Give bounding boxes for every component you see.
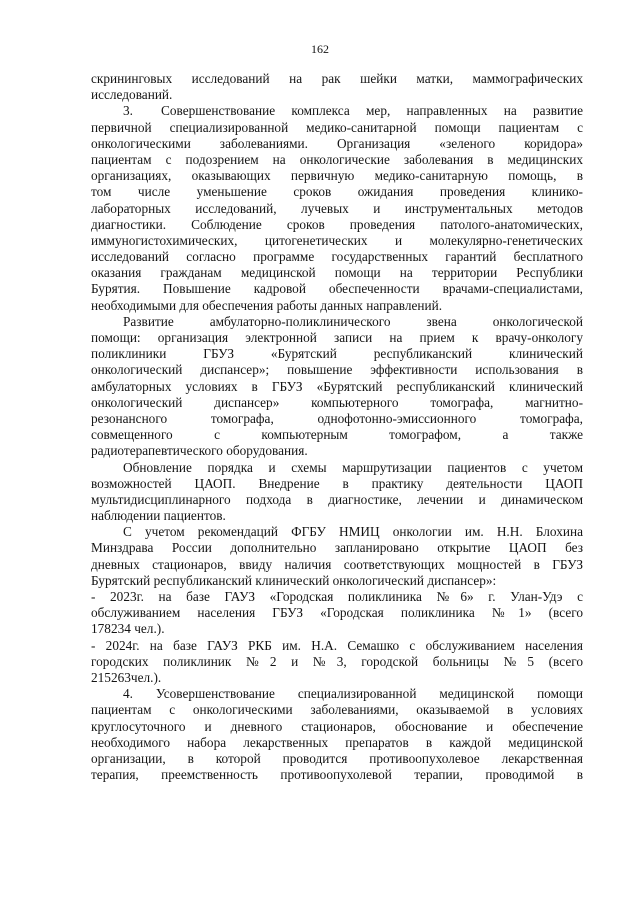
- text-line: [91, 460, 583, 476]
- line-text: том числе уменьшение сроков ожидания проведения клинико-: [91, 184, 583, 200]
- text-line: [91, 719, 583, 735]
- text-line: [91, 201, 583, 217]
- text-line: [91, 557, 583, 573]
- text-line: [91, 298, 583, 314]
- line-text: необходимыми для обеспечения работы данных направлений.: [91, 297, 443, 313]
- line-text: терапия, преемственность противоопухолевой терапии, проводимой в: [91, 767, 583, 783]
- line-text: оказания гражданам медицинской помощи на территории Республики: [91, 265, 583, 281]
- text-line: [91, 152, 583, 168]
- text-line: [91, 87, 583, 103]
- page-number: 162: [311, 42, 329, 56]
- text-line: [91, 136, 583, 152]
- text-line: [91, 103, 583, 119]
- text-line: [91, 621, 583, 637]
- line-text: организации, в которой проводится противоопухолевое лекарственная: [91, 750, 583, 766]
- text-line: [91, 249, 583, 265]
- text-line: [91, 346, 583, 362]
- text-line: [91, 362, 583, 378]
- text-line: [91, 411, 583, 427]
- line-text: Бурятский республиканский клинический онкологический диспансер»:: [91, 572, 497, 588]
- text-line: [91, 427, 583, 443]
- line-text: 215263чел.).: [91, 669, 162, 685]
- line-text: - 2023г. на базе ГАУЗ «Городская поликлиника №6» г. Улан-Удэ с: [91, 589, 583, 604]
- line-text: наблюдении пациентов.: [91, 508, 226, 524]
- text-line: [91, 524, 583, 540]
- text-line: [91, 735, 583, 751]
- text-line: [91, 71, 583, 87]
- text-line: [91, 330, 583, 346]
- line-text: радиотерапевтического оборудования.: [91, 443, 308, 459]
- text-line: [91, 314, 583, 330]
- text-line: [91, 120, 583, 136]
- text-line: [91, 233, 583, 249]
- text-line: [91, 605, 583, 621]
- text-line: [91, 395, 583, 411]
- text-line: [91, 702, 583, 718]
- text-line: [91, 751, 583, 767]
- line-text: онкологический диспансер»; повышение эффективности использования в: [91, 362, 583, 378]
- text-line: [91, 767, 583, 783]
- text-line: [91, 654, 583, 670]
- line-text: Бурятия. Повышение кадровой обеспеченности врачами-специалистами,: [91, 281, 583, 297]
- line-text: С учетом рекомендаций ФГБУ НМИЦ онкологии им. Н.Н. Блохина: [123, 524, 583, 540]
- list-number: 3.: [123, 103, 133, 119]
- line-text: Развитие амбулаторно-поликлинического звена онкологической: [123, 313, 583, 329]
- text-line: [91, 476, 583, 492]
- line-text: Совершенствование комплекса мер, направленных на развитие: [160, 103, 583, 119]
- text-line: [91, 589, 583, 605]
- text-line: [91, 670, 583, 686]
- line-text: первичной специализированной медико-санитарной помощи пациентам с: [91, 119, 583, 135]
- line-text: онкологическими заболеваниями. Организация «зеленого коридора»: [91, 135, 583, 151]
- line-text: резонансного томографа, однофотонно-эмиссионного томографа,: [91, 410, 583, 426]
- text-line: [91, 443, 583, 459]
- line-text: совмещенного с компьютерным томографом, а также: [91, 427, 583, 443]
- line-text: Обновление порядка и схемы маршрутизации пациентов с учетом: [123, 459, 583, 475]
- body-text: [91, 71, 583, 783]
- line-text: Минздрава России дополнительно запланировано открытие ЦАОП без: [91, 540, 583, 556]
- line-text: 4. Усовершенствование специализированной медицинской помощи: [123, 686, 583, 702]
- line-text: организациях, оказывающих первичную медико-санитарную помощь, в: [91, 168, 583, 184]
- line-text: 178234 чел.).: [91, 621, 165, 637]
- line-text: онкологический диспансер» компьютерного томографа, магнитно-: [91, 394, 583, 410]
- line-text: обслуживанием населения ГБУЗ «Городская поликлиника №1» (всего: [91, 605, 583, 621]
- text-line: [91, 184, 583, 200]
- line-text: поликлиники ГБУЗ «Бурятский республиканский клинический: [91, 346, 583, 362]
- line-text: круглосуточного и дневного стационаров, обоснование и обеспечение: [91, 718, 583, 734]
- text-line: [91, 168, 583, 184]
- line-text: лабораторных исследований, лучевых и инструментальных методов: [91, 200, 583, 216]
- line-text: диагностики. Соблюдение сроков проведения патолого-анатомических,: [91, 216, 583, 232]
- line-text: амбулаторных условиях в ГБУЗ «Бурятский республиканский клинический: [91, 378, 583, 394]
- text-line: [91, 508, 583, 524]
- line-text: пациентам с подозрением на онкологические заболевания в медицинских: [91, 151, 583, 167]
- text-line: [91, 217, 583, 233]
- text-line: [91, 492, 583, 508]
- text-line: [91, 573, 583, 589]
- text-line: [91, 379, 583, 395]
- line-text: возможностей ЦАОП. Внедрение в практику деятельности ЦАОП: [91, 475, 583, 491]
- line-text: мультидисциплинарного подхода в диагностике, лечении и динамическом: [91, 491, 583, 507]
- line-text: иммуногистохимических, цитогенетических и молекулярно-генетических: [91, 232, 583, 248]
- line-text: дневных стационаров, ввиду наличия соответствующих мощностей в ГБУЗ: [91, 556, 583, 572]
- line-text: - 2024г. на базе ГАУЗ РКБ им. Н.А. Семашко с обслуживанием населения: [91, 637, 583, 653]
- text-line: [91, 638, 583, 654]
- line-text: исследований согласно программе государственных гарантий бесплатного: [91, 249, 583, 265]
- line-text: исследований.: [91, 87, 173, 103]
- line-text: пациентам с онкологическими заболеваниями, оказываемой в условиях: [91, 702, 583, 718]
- line-text: помощи: организация электронной записи на прием к врачу-онкологу: [91, 330, 583, 345]
- text-line: [91, 265, 583, 281]
- line-text: необходимого набора лекарственных препаратов в каждой медицинской: [91, 734, 583, 750]
- line-text: скрининговых исследований на рак шейки матки, маммографических: [91, 71, 583, 86]
- text-line: [91, 540, 583, 556]
- text-line: [91, 281, 583, 297]
- line-text: городских поликлиник №2 и №3, городской больницы №5 (всего: [91, 653, 583, 669]
- text-line: [91, 686, 583, 702]
